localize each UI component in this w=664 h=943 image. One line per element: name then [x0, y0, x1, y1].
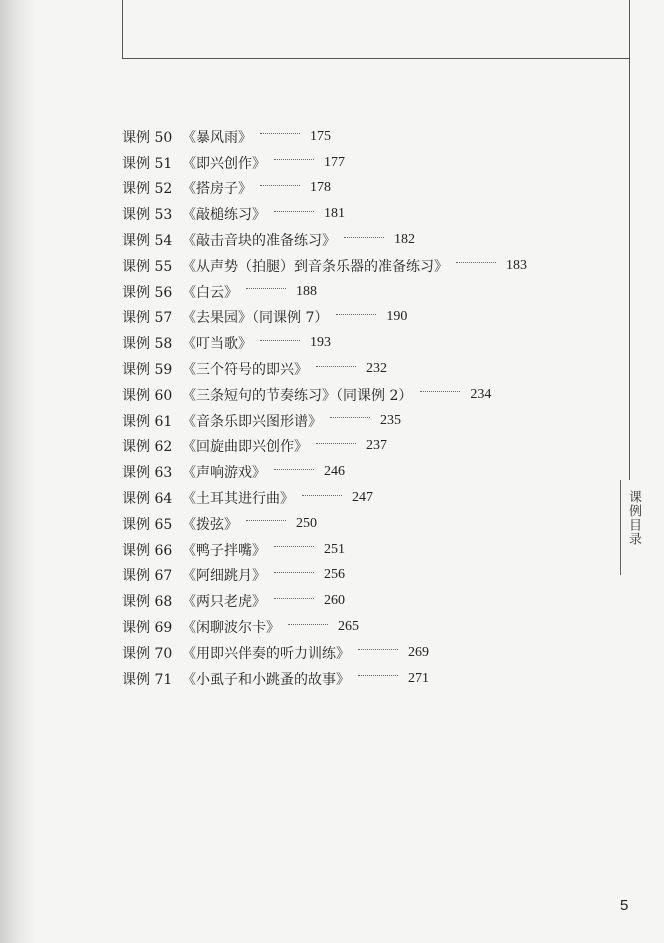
- toc-entry-label: 课例 68: [122, 594, 173, 611]
- toc-entry[interactable]: [122, 485, 527, 511]
- toc-entry-page: 265: [338, 619, 359, 635]
- toc-leader-dots: [288, 624, 328, 625]
- toc-entry-page: 193: [310, 335, 331, 351]
- toc-entry[interactable]: [122, 614, 527, 640]
- toc-entry[interactable]: [122, 588, 527, 614]
- toc-entry-page: 188: [296, 283, 317, 299]
- toc-entry-label: 课例 52: [122, 181, 173, 198]
- toc-leader-dots: [274, 469, 314, 470]
- toc-entry[interactable]: [122, 150, 527, 176]
- toc-leader-dots: [274, 546, 314, 547]
- toc-entry-label: 课例 65: [122, 516, 173, 533]
- toc-entry-title: 《白云》: [182, 284, 238, 301]
- toc-leader-dots: [358, 675, 398, 676]
- toc-entry-title: 《搭房子》: [182, 181, 252, 198]
- toc-entry-page: 260: [324, 593, 345, 609]
- toc-leader-dots: [274, 572, 314, 573]
- toc-entry-title: 《音条乐即兴图形谱》: [182, 413, 322, 430]
- toc-entry-page: 247: [352, 490, 373, 506]
- toc-entry[interactable]: [122, 408, 527, 434]
- toc-entry-title: 《声响游戏》: [182, 465, 266, 482]
- toc-leader-dots: [316, 443, 356, 444]
- toc-entry-label: 课例 54: [122, 233, 173, 250]
- toc-entry[interactable]: [122, 279, 527, 305]
- toc-entry-label: 课例 62: [122, 439, 173, 456]
- toc-entry[interactable]: [122, 666, 527, 692]
- toc-entry[interactable]: [122, 330, 527, 356]
- toc-entry[interactable]: [122, 305, 527, 331]
- toc-entry-title: 《回旋曲即兴创作》: [182, 439, 308, 456]
- toc-leader-dots: [358, 649, 398, 650]
- toc-entry-page: 234: [470, 386, 492, 402]
- toc-entry[interactable]: [122, 253, 527, 279]
- toc-entry[interactable]: [122, 176, 527, 202]
- toc-entry[interactable]: [122, 227, 527, 253]
- toc-entry-page: 256: [324, 567, 345, 583]
- toc-entry-page: 177: [324, 154, 345, 170]
- toc-leader-dots: [246, 288, 286, 289]
- toc-entry-title: 《即兴创作》: [182, 155, 266, 172]
- toc-entry-label: 课例 60: [122, 387, 173, 404]
- toc-entry[interactable]: [122, 537, 527, 563]
- toc-entry-page: 251: [324, 541, 345, 557]
- toc-leader-dots: [260, 133, 300, 134]
- toc-leader-dots: [274, 598, 314, 599]
- toc-entry-title: 《暴风雨》: [182, 129, 252, 146]
- toc-leader-dots: [274, 159, 314, 160]
- toc-entry-label: 课例 67: [122, 568, 173, 585]
- toc-entry-title: 《去果园》（同课例 7）: [182, 310, 329, 327]
- toc-entry-page: 175: [310, 128, 331, 144]
- toc-leader-dots: [316, 366, 356, 367]
- toc-entry[interactable]: [122, 459, 527, 485]
- toc-entry[interactable]: [122, 382, 527, 408]
- toc-entry-title: 《叮当歌》: [182, 336, 252, 353]
- toc-entry-title: 《土耳其进行曲》: [182, 491, 294, 508]
- table-of-contents: [122, 124, 527, 692]
- toc-leader-dots: [246, 520, 286, 521]
- toc-leader-dots: [420, 391, 460, 392]
- toc-entry-label: 课例 69: [122, 620, 173, 637]
- toc-leader-dots: [344, 237, 384, 238]
- toc-entry-page: 232: [366, 361, 387, 377]
- toc-entry-title: 《拨弦》: [182, 516, 238, 533]
- frame-line-bottom: [122, 58, 630, 59]
- toc-leader-dots: [302, 495, 342, 496]
- toc-entry-label: 课例 55: [122, 258, 173, 275]
- toc-entry-label: 课例 70: [122, 645, 173, 662]
- toc-entry-label: 课例 59: [122, 362, 173, 379]
- toc-entry-page: 246: [324, 464, 345, 480]
- toc-entry[interactable]: [122, 434, 527, 460]
- toc-entry-label: 课例 56: [122, 284, 173, 301]
- toc-entry-label: 课例 66: [122, 542, 173, 559]
- toc-leader-dots: [260, 185, 300, 186]
- toc-entry-title: 《敲槌练习》: [182, 207, 266, 224]
- toc-entry-title: 《三个符号的即兴》: [182, 362, 308, 379]
- toc-leader-dots: [330, 417, 370, 418]
- toc-leader-dots: [336, 314, 376, 315]
- toc-entry-page: 183: [506, 257, 527, 273]
- toc-entry-title: 《用即兴伴奏的听力训练》: [182, 645, 350, 662]
- toc-entry-title: 《三条短句的节奏练习》（同课例 2）: [182, 387, 413, 404]
- side-tab-label: 课例目录: [626, 490, 641, 546]
- toc-entry-page: 269: [408, 644, 429, 660]
- toc-entry-page: 271: [408, 670, 429, 686]
- frame-line-right: [629, 0, 630, 480]
- toc-entry-page: 235: [380, 412, 401, 428]
- toc-entry-page: 178: [310, 180, 331, 196]
- toc-entry-title: 《从声势（拍腿）到音条乐器的准备练习》: [182, 258, 448, 275]
- toc-leader-dots: [274, 211, 314, 212]
- toc-entry[interactable]: [122, 201, 527, 227]
- toc-entry[interactable]: [122, 511, 527, 537]
- toc-entry-label: 课例 64: [122, 491, 173, 508]
- toc-entry-label: 课例 50: [122, 129, 173, 146]
- toc-entry-title: 《小虱子和小跳蚤的故事》: [182, 671, 350, 688]
- page-number: 5: [620, 897, 629, 914]
- toc-leader-dots: [456, 262, 496, 263]
- toc-entry-title: 《鸭子拌嘴》: [182, 542, 266, 559]
- toc-entry-label: 课例 63: [122, 465, 173, 482]
- toc-entry-page: 181: [324, 206, 345, 222]
- toc-entry[interactable]: [122, 356, 527, 382]
- toc-entry[interactable]: [122, 640, 527, 666]
- toc-entry-label: 课例 58: [122, 336, 173, 353]
- toc-entry-title: 《闲聊波尔卡》: [182, 620, 280, 637]
- toc-entry-title: 《阿细跳月》: [182, 568, 266, 585]
- toc-leader-dots: [260, 340, 300, 341]
- toc-entry-label: 课例 61: [122, 413, 173, 430]
- toc-entry[interactable]: [122, 563, 527, 589]
- toc-entry-page: 250: [296, 515, 317, 531]
- page-gutter-shadow: [0, 0, 36, 943]
- toc-entry-label: 课例 53: [122, 207, 173, 224]
- toc-entry-page: 237: [366, 438, 387, 454]
- toc-entry-label: 课例 57: [122, 310, 173, 327]
- toc-entry-page: 182: [394, 232, 415, 248]
- toc-entry[interactable]: [122, 124, 527, 150]
- toc-entry-title: 《敲击音块的准备练习》: [182, 233, 336, 250]
- toc-entry-label: 课例 71: [122, 671, 173, 688]
- toc-entry-label: 课例 51: [122, 155, 173, 172]
- frame-line-left: [122, 0, 123, 58]
- toc-entry-page: 190: [386, 309, 408, 325]
- toc-entry-title: 《两只老虎》: [182, 594, 266, 611]
